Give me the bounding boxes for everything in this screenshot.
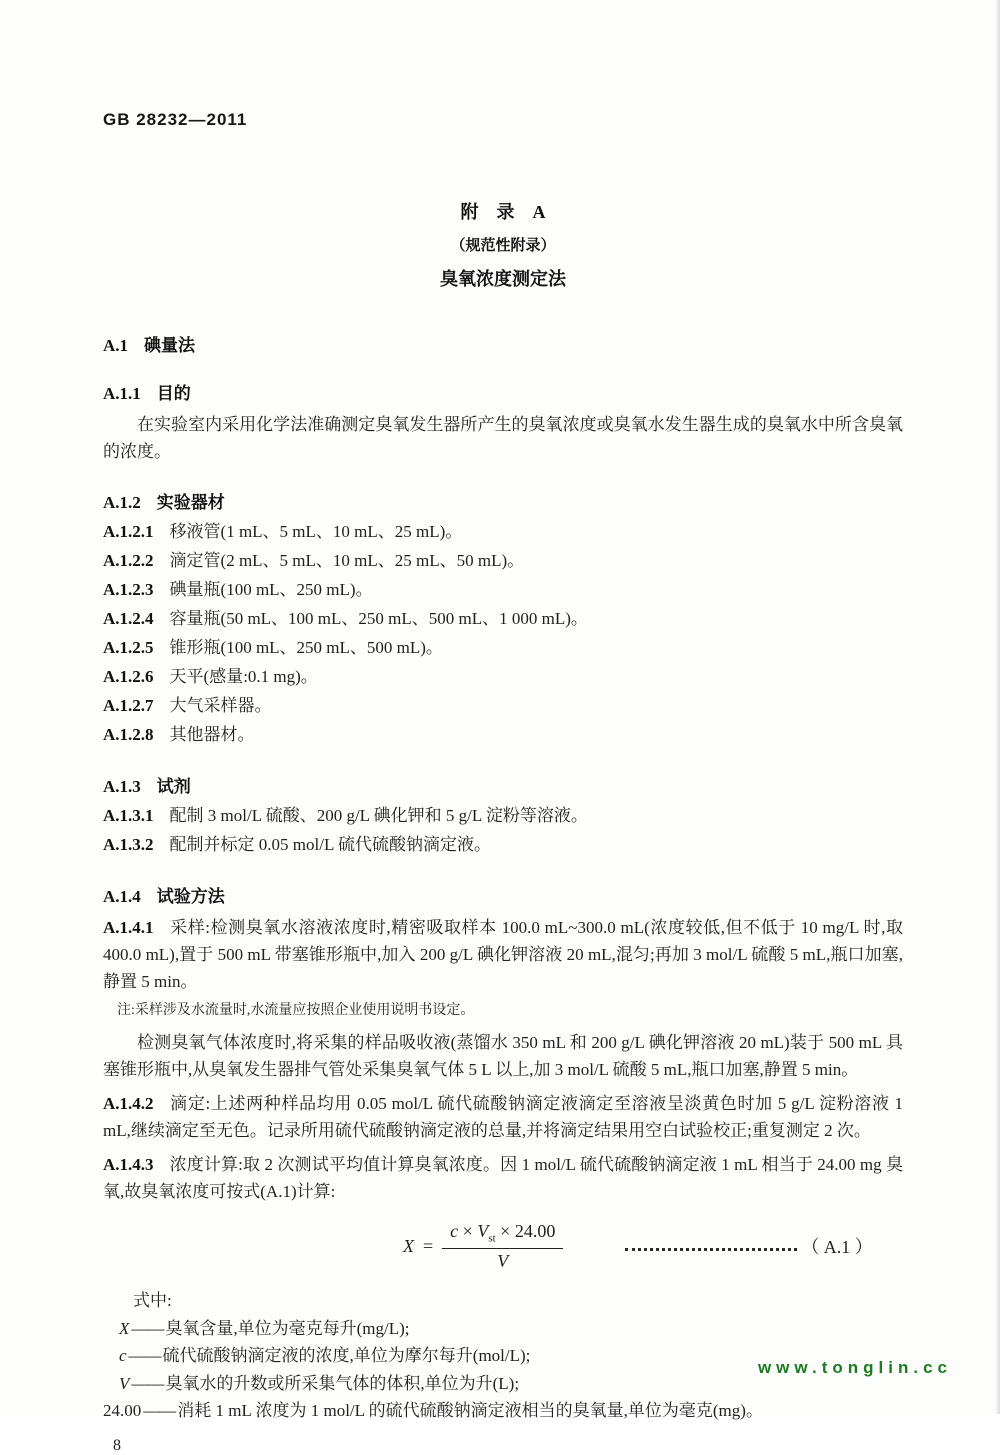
purpose-paragraph: 在实验室内采用化学法准确测定臭氧发生器所产生的臭氧浓度或臭氧水发生器生成的臭氧水中所含臭氧的浓度。 bbox=[103, 415, 903, 461]
clause-number: A.1.2.5 bbox=[103, 638, 154, 657]
gas-sampling-paragraph: 检测臭氧气体浓度时,将采集的样品吸收液(蒸馏水 350 mL 和 200 g/L 碘化钾溶液 20 mL)装于 500 mL 具塞锥形瓶中,从臭氧发生器排气管处采集臭氧气体 5 L 以上,加 3 mol/L 硫酸 5 mL,瓶口加塞,静置 5 min。 bbox=[103, 1033, 903, 1079]
equipment-list bbox=[103, 518, 903, 749]
equipment-item bbox=[103, 663, 903, 691]
symbol: V bbox=[119, 1373, 130, 1393]
section-a14-heading bbox=[103, 882, 903, 907]
appendix-name: 臭氧浓度测定法 bbox=[440, 269, 566, 289]
clause-number: A.1.2.7 bbox=[103, 696, 154, 715]
definition-dash: —— bbox=[131, 1318, 164, 1338]
fraction-denominator bbox=[497, 1249, 508, 1272]
section-a13-number: A.1.3 bbox=[103, 777, 141, 796]
appendix-subtitle: （规范性附录） bbox=[450, 238, 556, 254]
clause-text: 滴定管(2 mL、5 mL、10 mL、25 mL、50 mL)。 bbox=[169, 551, 525, 570]
equipment-item bbox=[103, 547, 903, 575]
symbol: X bbox=[119, 1318, 130, 1338]
multiply-sign: × bbox=[500, 1221, 511, 1241]
note-text: 注:采样涉及水流量时,水流量应按照企业使用说明书设定。 bbox=[117, 1003, 475, 1018]
definition-desc: 臭氧含量,单位为毫克每升(mg/L); bbox=[165, 1318, 410, 1338]
section-a1-number: A.1 bbox=[103, 336, 129, 355]
formula-fraction bbox=[442, 1221, 563, 1272]
scan-edge-shadow bbox=[995, 0, 1000, 1414]
clause-text: 配制并标定 0.05 mol/L 硫代硫酸钠滴定液。 bbox=[169, 835, 491, 854]
reagent-item bbox=[103, 802, 903, 830]
multiply-sign: × bbox=[462, 1221, 473, 1241]
formula-variable-v: V bbox=[477, 1221, 489, 1241]
clause-text: 配制 3 mol/L 硫酸、200 g/L 碘化钾和 5 g/L 淀粉等溶液。 bbox=[169, 806, 588, 825]
equipment-item bbox=[103, 576, 903, 604]
clause-number: A.1.2.6 bbox=[103, 667, 154, 686]
subscript-st: st bbox=[488, 1232, 496, 1245]
formula-variable-v-den: V bbox=[497, 1250, 509, 1271]
clause-text: 锥形瓶(100 mL、250 mL、500 mL)。 bbox=[169, 638, 443, 657]
formula-a1 bbox=[403, 1221, 903, 1272]
formula-variable-c: c bbox=[450, 1221, 459, 1241]
section-a13-title: 试剂 bbox=[156, 777, 191, 796]
reagent-list bbox=[103, 802, 903, 859]
section-a12-heading bbox=[103, 488, 903, 513]
page-number: 8 bbox=[113, 1436, 121, 1454]
definition-desc: 硫代硫酸钠滴定液的浓度,单位为摩尔每升(mol/L); bbox=[162, 1346, 531, 1366]
clause-number: A.1.2.4 bbox=[103, 609, 154, 628]
section-a14-title: 试验方法 bbox=[156, 887, 225, 906]
clause-number: A.1.4.2 bbox=[103, 1094, 154, 1113]
section-a13-heading bbox=[103, 772, 903, 797]
clause-text: 浓度计算:取 2 次测试平均值计算臭氧浓度。因 1 mol/L 硫代硫酸钠滴定液 1 mL 相当于 24.00 mg 臭氧,故臭氧浓度可按式(A.1)计算: bbox=[103, 1155, 903, 1201]
watermark-url: www.tonglin.cc bbox=[757, 1358, 952, 1377]
clause-number: A.1.2.3 bbox=[103, 580, 154, 599]
section-a11-title: 目的 bbox=[156, 384, 191, 403]
formula-label: （ A.1 ） bbox=[801, 1237, 873, 1258]
equipment-item bbox=[103, 692, 903, 720]
section-a12-title: 实验器材 bbox=[156, 493, 225, 512]
clause-number: A.1.3.1 bbox=[103, 806, 154, 825]
section-a1-heading bbox=[103, 331, 903, 356]
fraction-numerator bbox=[442, 1221, 563, 1249]
symbol: 24.00 bbox=[103, 1401, 142, 1421]
formula-lhs bbox=[403, 1236, 442, 1257]
formula-variable-x: X bbox=[403, 1235, 414, 1256]
reagent-item bbox=[103, 831, 903, 859]
definition-desc: 臭氧水的升数或所采集气体的体积,单位为升(L); bbox=[165, 1373, 520, 1393]
definition-24 bbox=[103, 1397, 903, 1425]
clause-text: 其他器材。 bbox=[169, 725, 255, 744]
section-a1-title: 碘量法 bbox=[144, 336, 196, 355]
clause-number: A.1.2.1 bbox=[103, 522, 154, 541]
calculation-paragraph bbox=[103, 1151, 903, 1205]
clause-number: A.1.2.8 bbox=[103, 725, 154, 744]
section-a14-number: A.1.4 bbox=[103, 887, 141, 906]
clause-text: 移液管(1 mL、5 mL、10 mL、25 mL)。 bbox=[169, 522, 463, 541]
titration-paragraph bbox=[103, 1090, 903, 1144]
sampling-paragraph bbox=[103, 914, 903, 995]
equipment-item bbox=[103, 518, 903, 546]
clause-number: A.1.3.2 bbox=[103, 835, 154, 854]
definition-dash: —— bbox=[128, 1346, 161, 1366]
equipment-item bbox=[103, 605, 903, 633]
definition-desc: 消耗 1 mL 浓度为 1 mol/L 的硫代硫酸钠滴定液相当的臭氧量,单位为毫克(mg)。 bbox=[177, 1401, 763, 1421]
dotted-leader bbox=[625, 1248, 797, 1251]
formula-constant: 24.00 bbox=[514, 1221, 556, 1241]
clause-number: A.1.2.2 bbox=[103, 551, 154, 570]
clause-number: A.1.4.3 bbox=[103, 1155, 154, 1174]
equipment-item bbox=[103, 634, 903, 662]
clause-text: 滴定:上述两种样品均用 0.05 mol/L 硫代硫酸钠滴定液滴定至溶液呈淡黄色时加 5 g/L 淀粉溶液 1 mL,继续滴定至无色。记录所用硫代硫酸钠滴定液的总量,并将滴定结果用空白试验校正;重复测定 2 次。 bbox=[103, 1094, 903, 1140]
definition-x bbox=[103, 1315, 903, 1343]
appendix-title: 附 录 A bbox=[460, 202, 546, 222]
definition-dash: —— bbox=[131, 1373, 164, 1393]
symbol: c bbox=[119, 1346, 127, 1366]
clause-text: 容量瓶(50 mL、100 mL、250 mL、500 mL、1 000 mL)。 bbox=[169, 609, 588, 628]
clause-text: 大气采样器。 bbox=[169, 696, 272, 715]
section-a12-number: A.1.2 bbox=[103, 493, 141, 512]
equals-sign: = bbox=[423, 1235, 434, 1256]
definition-dash: —— bbox=[143, 1401, 176, 1421]
where-label: 式中: bbox=[133, 1290, 172, 1310]
equipment-item bbox=[103, 721, 903, 749]
section-a11-heading bbox=[103, 379, 903, 404]
clause-number: A.1.4.1 bbox=[103, 918, 154, 937]
clause-text: 碘量瓶(100 mL、250 mL)。 bbox=[169, 580, 373, 599]
standard-number: GB 28232—2011 bbox=[103, 110, 248, 129]
section-a11-number: A.1.1 bbox=[103, 384, 141, 403]
clause-text: 天平(感量:0.1 mg)。 bbox=[169, 667, 318, 686]
clause-text: 采样:检测臭氧水溶液浓度时,精密吸取样本 100.0 mL~300.0 mL(浓度较低,但不低于 10 mg/L 时,取 400.0 mL),置于 500 mL 带塞锥形瓶中,加入 200 g/L 碘化钾溶液 20 mL,混匀;再加 3 mol/L 硫酸 5 mL,瓶口加塞,静置 5 min。 bbox=[103, 918, 903, 991]
